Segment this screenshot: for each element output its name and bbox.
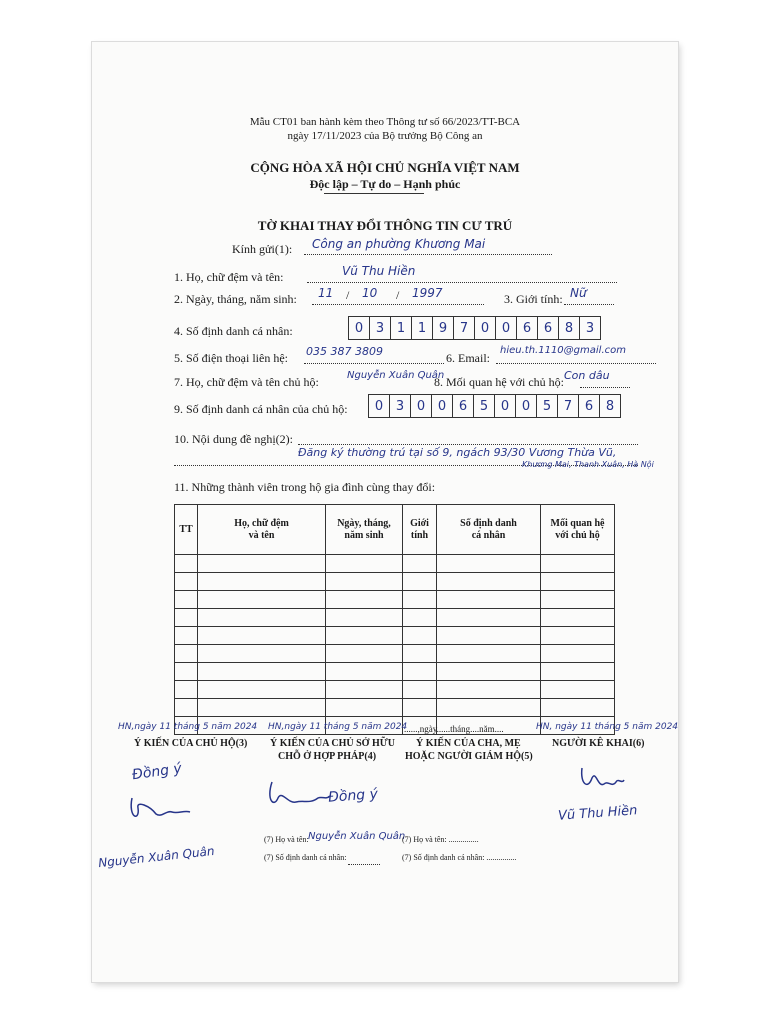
head-id-digit: 0 [495, 394, 516, 418]
form-paper [92, 42, 678, 982]
table-row[interactable] [175, 573, 615, 591]
relation-value[interactable]: Con dâu [564, 369, 610, 382]
table-row[interactable] [175, 663, 615, 681]
form-reference-line1: Mẫu CT01 ban hành kèm theo Thông tư số 66/2023/TT-BCA [249, 116, 521, 128]
sign-title-3b: HOẶC NGƯỜI GIÁM HỘ(5) [405, 751, 533, 762]
id-digit: 0 [496, 316, 517, 340]
sign-title-4: NGƯỜI KÊ KHAI(6) [552, 738, 645, 749]
opinion-1: Đồng ý [131, 760, 183, 784]
relation-label: 8. Mối quan hệ với chủ hộ: [434, 375, 564, 389]
head-id-digit: 5 [474, 394, 495, 418]
col-header-gender: Giới tính [403, 505, 437, 555]
id-digit: 3 [580, 316, 601, 340]
sign-date-1: HN,ngày 11 tháng 5 năm 2024 [118, 722, 258, 732]
id-line-label-3: (7) Số định danh cá nhân: ............... [402, 853, 517, 862]
head-id-digit: 3 [390, 394, 411, 418]
id-digit: 8 [559, 316, 580, 340]
id-line-label-2: (7) Số định danh cá nhân: [264, 853, 347, 862]
gender-label: 3. Giới tính: [504, 292, 563, 306]
col-header-name: Họ, chữ đệm và tên [198, 505, 326, 555]
table-row[interactable] [175, 645, 615, 663]
nation-title: CỘNG HÒA XÃ HỘI CHỦ NGHĨA VIỆT NAM [250, 160, 520, 175]
id-digit-boxes[interactable] [348, 316, 601, 340]
motto-underline [324, 193, 424, 194]
head-name-label: 7. Họ, chữ đệm và tên chủ hộ: [174, 375, 319, 389]
sign-date-3: ......,ngày......tháng....năm.... [404, 724, 504, 734]
head-id-label: 9. Số định danh cá nhân của chủ hộ: [174, 402, 348, 416]
dob-year[interactable]: 1997 [412, 286, 443, 300]
name-line-label-2: (7) Họ và tên: [264, 835, 309, 844]
id-line-2 [348, 854, 380, 865]
sign-title-3a: Ý KIẾN CỦA CHA, MẸ [416, 738, 521, 749]
dob-day[interactable]: 11 [318, 286, 334, 300]
gender-value[interactable]: Nữ [570, 286, 587, 300]
opinion-2: Đồng ý [327, 786, 379, 806]
id-digit: 1 [391, 316, 412, 340]
head-id-digit: 0 [411, 394, 432, 418]
request-value-line2[interactable]: Khương Mai, Thanh Xuân, Hà Nội [522, 460, 654, 469]
recipient-value[interactable]: Công an phường Khương Mai [312, 237, 486, 251]
id-digit: 6 [517, 316, 538, 340]
dob-label: 2. Ngày, tháng, năm sinh: [174, 292, 297, 306]
col-header-id: Số định danh cá nhân [437, 505, 541, 555]
head-id-digit: 0 [516, 394, 537, 418]
request-label: 10. Nội dung đề nghị(2): [174, 432, 293, 446]
head-id-digit: 7 [558, 394, 579, 418]
table-row[interactable] [175, 699, 615, 717]
sign-title-2a: Ý KIẾN CỦA CHỦ SỞ HỮU [270, 738, 395, 749]
name-line-value-2: Nguyễn Xuân Quân [308, 831, 406, 842]
sign-date-2: HN,ngày 11 tháng 5 năm 2024 [268, 722, 408, 732]
sign-title-1: Ý KIẾN CỦA CHỦ HỘ(3) [134, 738, 248, 749]
phone-label: 5. Số điện thoại liên hệ: [174, 351, 288, 365]
head-id-digit: 6 [579, 394, 600, 418]
request-value-line1[interactable]: Đăng ký thường trú tại số 9, ngách 93/30 Vương Thừa Vũ, [298, 446, 617, 459]
id-digit: 6 [538, 316, 559, 340]
motto: Độc lập – Tự do – Hạnh phúc [309, 177, 461, 191]
members-label: 11. Những thành viên trong hộ gia đình cùng thay đổi: [174, 480, 436, 494]
form-title: TỜ KHAI THAY ĐỔI THÔNG TIN CƯ TRÚ [257, 218, 513, 233]
head-id-digit: 0 [432, 394, 453, 418]
col-header-relation: Mối quan hệ với chủ hộ [541, 505, 615, 555]
table-row[interactable] [175, 627, 615, 645]
id-digit: 7 [454, 316, 475, 340]
head-id-digit: 8 [600, 394, 621, 418]
email-value[interactable]: hieu.th.1110@gmail.com [500, 345, 626, 356]
phone-value[interactable]: 035 387 3809 [306, 345, 383, 358]
name-line-label-3: (7) Họ và tên: ............... [402, 835, 479, 844]
sign-title-2b: CHỖ Ở HỢP PHÁP(4) [278, 751, 377, 762]
table-row[interactable] [175, 591, 615, 609]
col-header-tt: TT [175, 505, 198, 555]
signer-name-1: Nguyễn Xuân Quân [97, 843, 216, 871]
signature-1-mark [126, 788, 196, 828]
signer-name-4: Vũ Thu Hiền [557, 803, 638, 824]
col-header-dob: Ngày, tháng, năm sinh [326, 505, 403, 555]
name-label: 1. Họ, chữ đệm và tên: [174, 270, 284, 284]
id-digit: 3 [370, 316, 391, 340]
head-id-digit: 6 [453, 394, 474, 418]
sign-date-4: HN, ngày 11 tháng 5 năm 2024 [536, 722, 679, 732]
dob-sep2: / [396, 288, 400, 302]
id-digit: 1 [412, 316, 433, 340]
recipient-label: Kính gửi(1): [232, 242, 293, 256]
id-label: 4. Số định danh cá nhân: [174, 324, 293, 338]
dob-sep1: / [346, 288, 350, 302]
form-reference-line2: ngày 17/11/2023 của Bộ trưởng Bộ Công an [287, 130, 483, 142]
signature-2-mark [264, 778, 334, 814]
head-id-digit-boxes[interactable] [368, 394, 621, 418]
request-line1 [298, 434, 638, 445]
name-value[interactable]: Vũ Thu Hiền [342, 264, 416, 278]
id-digit: 9 [433, 316, 454, 340]
members-table [174, 504, 615, 735]
head-id-digit: 0 [368, 394, 390, 418]
head-id-digit: 5 [537, 394, 558, 418]
table-row[interactable] [175, 609, 615, 627]
signature-4-mark [576, 764, 626, 794]
head-name-value[interactable]: Nguyễn Xuân Quân [347, 370, 445, 381]
email-label: 6. Email: [446, 351, 490, 365]
table-row[interactable] [175, 555, 615, 573]
table-row[interactable] [175, 681, 615, 699]
dob-month[interactable]: 10 [362, 286, 378, 300]
id-digit: 0 [348, 316, 370, 340]
id-digit: 0 [475, 316, 496, 340]
